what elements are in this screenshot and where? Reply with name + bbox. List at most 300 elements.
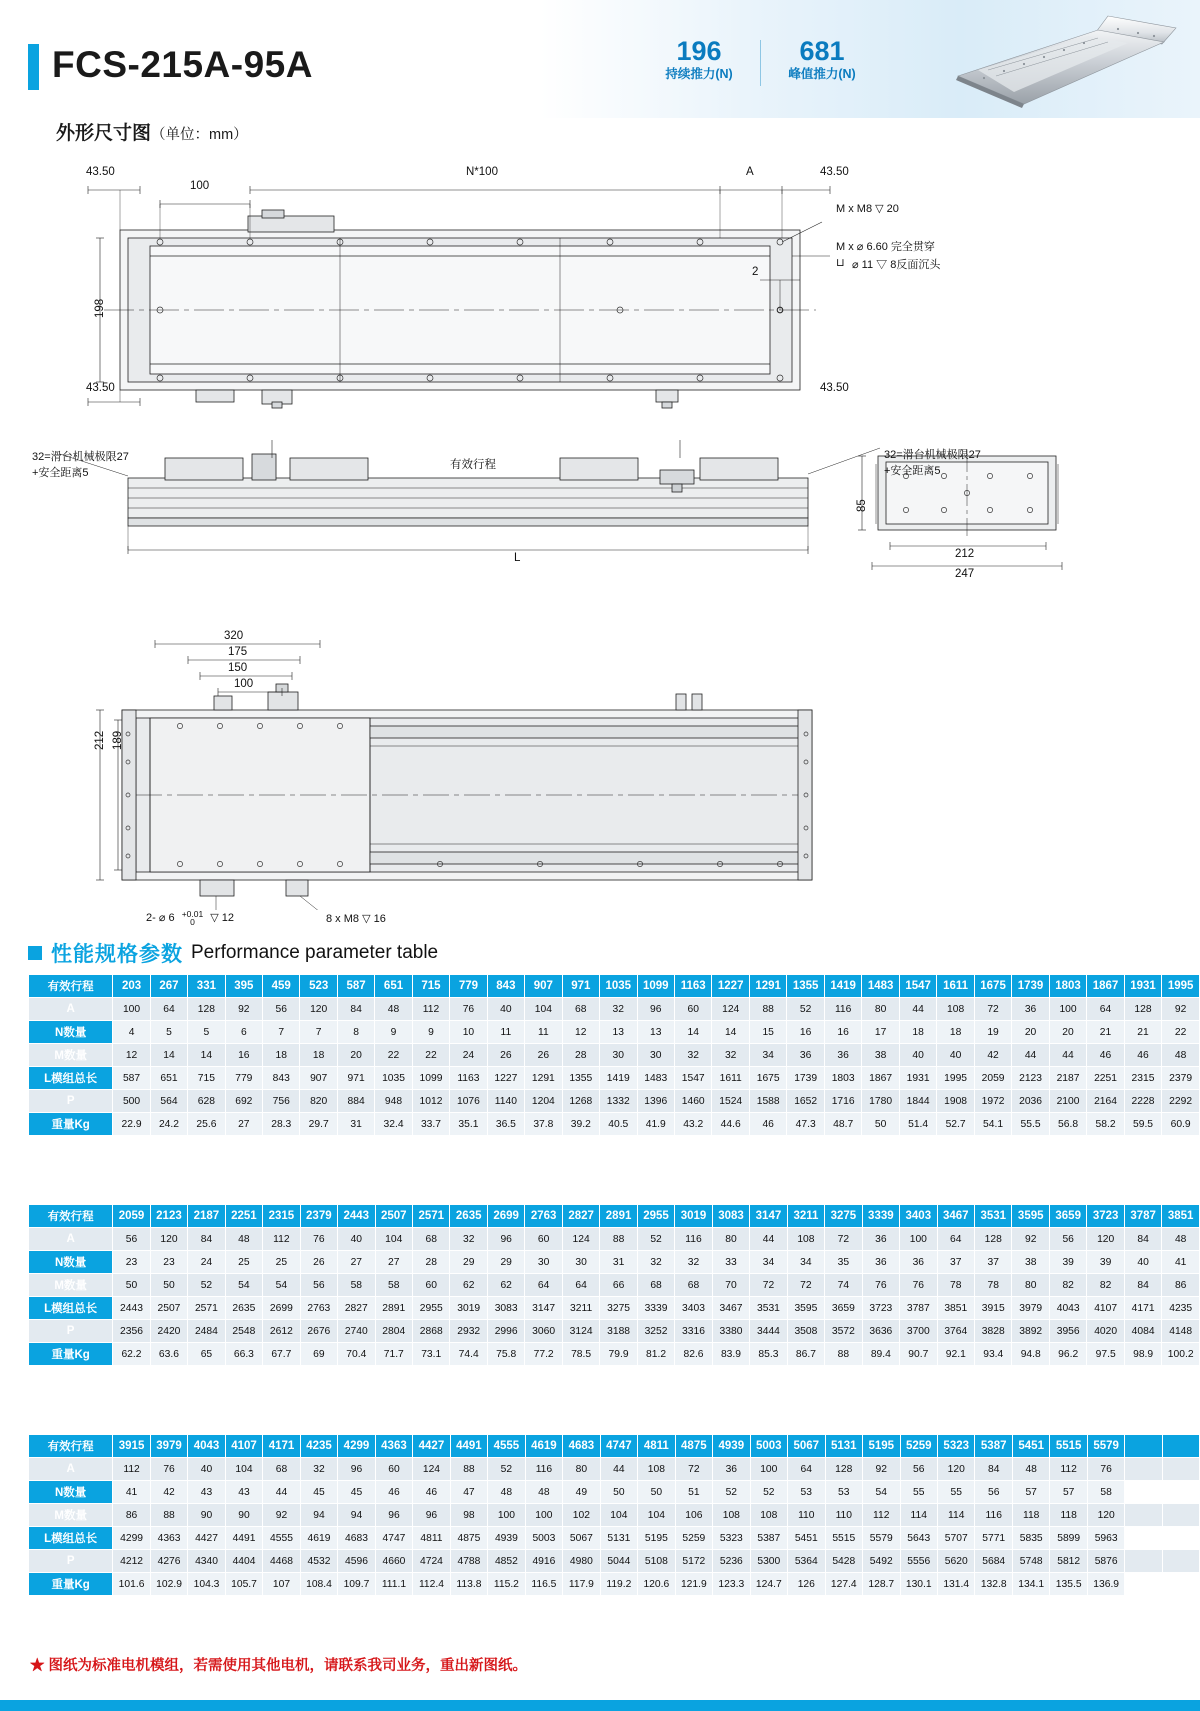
spec-col-header: 5195 [863,1435,900,1458]
spec-cell: 1844 [899,1090,936,1113]
spec-cell: 1675 [749,1067,786,1090]
spec-cell: 48 [488,1481,525,1504]
spec-cell: 1803 [824,1067,861,1090]
spec-cell: 3083 [487,1297,524,1320]
spec-cell: 1716 [824,1090,861,1113]
spec-cell: 5428 [825,1550,862,1573]
spec-cell: 64 [1087,998,1124,1021]
spec-cell [1162,1573,1199,1596]
spec-cell: 68 [675,1274,712,1297]
spec-cell: 25 [263,1251,300,1274]
spec-cell: 4916 [525,1550,562,1573]
spec-col-header: 651 [375,975,412,998]
spec-cell: 124 [712,998,749,1021]
dim-189: 189 [112,730,124,750]
note-tol-upper: +0.01 [181,909,204,919]
spec-table-block-2 [28,1204,1200,1366]
spec-cell: 12 [113,1044,150,1067]
spec-col-header: 5579 [1087,1435,1124,1458]
spec-col-header: 4427 [413,1435,450,1458]
spec-cell: 120.6 [638,1573,675,1596]
spec-col-header: 3979 [150,1435,187,1458]
spec-cell: 58 [338,1274,375,1297]
spec-cell: 108 [787,1228,824,1251]
spec-row-label: 重量Kg [29,1113,113,1136]
spec-cell: 48 [1162,1044,1200,1067]
spec-cell: 20 [1049,1021,1086,1044]
spec-col-header: 267 [150,975,187,998]
spec-cell: 30 [600,1044,637,1067]
spec-row-label: A [29,1228,113,1251]
spec-cell: 2612 [263,1320,300,1343]
spec-cell: 2356 [113,1320,150,1343]
spec-row-label: 有效行程 [29,1205,113,1228]
spec-col-header: 2507 [375,1205,412,1228]
spec-cell: 54 [225,1274,262,1297]
spec-cell: 3147 [525,1297,562,1320]
spec-cell [1162,1550,1199,1573]
section-title-en: Performance parameter table [191,942,439,963]
spec-cell: 5620 [937,1550,974,1573]
note-dowel-hole [146,910,234,926]
spec-cell: 5684 [975,1550,1012,1573]
spec-col-header: 907 [525,975,562,998]
spec-cell: 134.1 [1012,1573,1049,1596]
spec-cell: 92 [1162,998,1200,1021]
spec-cell: 4532 [300,1550,337,1573]
table-row [29,1113,1200,1136]
spec-cell: 56 [1049,1228,1086,1251]
spec-cell: 47.3 [787,1113,824,1136]
spec-cell: 1291 [525,1067,562,1090]
spec-row-label: N数量 [29,1481,113,1504]
spec-cell: 83.9 [712,1343,749,1366]
spec-cell: 1204 [525,1090,562,1113]
spec-cell: 4468 [263,1550,300,1573]
spec-cell: 66 [600,1274,637,1297]
spec-col-header [1162,1435,1199,1458]
spec-cell: 3467 [712,1297,749,1320]
spec-cell: 97.5 [1087,1343,1124,1366]
spec-cell: 971 [337,1067,374,1090]
spec-cell: 2292 [1162,1090,1200,1113]
spec-cell: 120 [937,1458,974,1481]
spec-cell: 3508 [787,1320,824,1343]
spec-col-header: 3851 [1162,1205,1200,1228]
spec-cell: 2548 [225,1320,262,1343]
spec-cell: 74 [825,1274,862,1297]
spec-cell: 84 [1124,1228,1161,1251]
spec-row-label: A [29,1458,113,1481]
spec-cell: 108 [638,1458,675,1481]
spec-cell: 72 [825,1228,862,1251]
footer-accent-bar [0,1700,1200,1711]
spec-cell: 111.1 [375,1573,412,1596]
spec-cell: 86 [113,1504,150,1527]
spec-cell: 82.6 [675,1343,712,1366]
note-left-limit-1: 32=滑台机械极限27 [32,451,129,463]
dim-85: 85 [856,499,868,512]
spec-cell: 3595 [787,1297,824,1320]
spec-cell: 40 [188,1458,225,1481]
spec-col-header: 2123 [150,1205,187,1228]
spec-col-header: 5323 [937,1435,974,1458]
spec-row-label: P [29,1320,113,1343]
spec-cell: 56 [263,998,300,1021]
spec-cell: 29 [487,1251,524,1274]
spec-cell: 94.8 [1012,1343,1049,1366]
spec-cell: 59.5 [1124,1113,1161,1136]
spec-cell: 38 [1012,1251,1049,1274]
spec-cell: 3444 [750,1320,787,1343]
spec-cell: 5492 [863,1550,900,1573]
spec-cell: 104 [600,1504,637,1527]
spec-cell: 4555 [263,1527,300,1550]
spec-cell: 128 [975,1228,1012,1251]
spec-cell: 56 [300,1274,337,1297]
spec-cell: 15 [749,1021,786,1044]
spec-cell [1162,1458,1199,1481]
spec-cell: 40 [487,998,524,1021]
spec-cell: 108.4 [300,1573,337,1596]
spec-cell: 13 [600,1021,637,1044]
spec-cell: 36.5 [487,1113,524,1136]
spec-cell: 4875 [450,1527,487,1550]
spec-cell: 756 [263,1090,300,1113]
spec-col-header [1125,1435,1162,1458]
spec-cell: 39 [1049,1251,1086,1274]
spec-col-header: 1483 [862,975,899,998]
spec-cell: 88 [150,1504,187,1527]
spec-cell: 1588 [749,1090,786,1113]
spec-cell: 1332 [600,1090,637,1113]
spec-cell: 715 [188,1067,225,1090]
spec-cell: 96 [413,1504,450,1527]
spec-cell: 36 [824,1044,861,1067]
spec-cell: 50 [638,1481,675,1504]
spec-continuous-label: 持续推力(N) [665,67,733,81]
spec-cell: 64 [562,1274,599,1297]
spec-cell: 500 [113,1090,150,1113]
spec-cell: 1972 [974,1090,1011,1113]
spec-cell: 5 [150,1021,187,1044]
spec-cell: 128 [1124,998,1161,1021]
spec-cell: 88 [600,1228,637,1251]
note-m8-bottom: 8 x M8 ▽ 16 [326,913,386,925]
spec-cell: 4491 [225,1527,262,1550]
spec-cell: 32 [600,998,637,1021]
spec-cell: 1547 [674,1067,711,1090]
spec-cell: 5003 [525,1527,562,1550]
spec-col-header: 1995 [1162,975,1200,998]
spec-table-2 [28,1204,1200,1366]
spec-col-header: 1099 [637,975,674,998]
spec-col-header: 2763 [525,1205,562,1228]
title-accent-bar [28,44,39,90]
spec-cell: 112 [113,1458,150,1481]
note-through-hole: M x ⌀ 6.60 完全贯穿 [836,241,935,253]
spec-cell: 3019 [450,1297,487,1320]
spec-cell [1125,1458,1162,1481]
spec-cell: 5451 [788,1527,825,1550]
spec-peak-thrust [763,36,881,83]
spec-cell: 60 [674,998,711,1021]
spec-cell: 120 [150,1228,187,1251]
spec-cell: 120 [1087,1504,1124,1527]
spec-cell: 25.6 [188,1113,225,1136]
dim-100-bottom: 100 [234,678,254,690]
spec-col-header: 587 [337,975,374,998]
spec-col-header: 3467 [937,1205,974,1228]
spec-cell: 105.7 [225,1573,262,1596]
spec-cell: 5387 [750,1527,787,1550]
spec-col-header: 4299 [338,1435,375,1458]
spec-cell: 40 [937,1044,974,1067]
spec-row-label: L模组总长 [29,1297,113,1320]
spec-cell: 43 [225,1481,262,1504]
spec-cell: 16 [225,1044,262,1067]
spec-cell: 62.2 [113,1343,150,1366]
spec-cell: 54 [263,1274,300,1297]
spec-cell: 45 [300,1481,337,1504]
spec-cell: 4939 [488,1527,525,1550]
spec-col-header: 1611 [937,975,974,998]
spec-cell: 50 [113,1274,150,1297]
spec-cell: 907 [300,1067,337,1090]
spec-cell: 47 [450,1481,487,1504]
spec-cell: 12 [562,1021,599,1044]
spec-cell: 18 [937,1021,974,1044]
spec-cell: 564 [150,1090,187,1113]
spec-cell: 52 [713,1481,750,1504]
spec-cell: 4235 [1162,1297,1200,1320]
spec-cell: 44 [899,998,936,1021]
spec-cell: 2635 [225,1297,262,1320]
table-row [29,1435,1200,1458]
dim-effective-stroke: 有效行程 [450,459,496,471]
spec-cell: 7 [263,1021,300,1044]
spec-col-header: 3083 [712,1205,749,1228]
spec-cell: 46 [1087,1044,1124,1067]
spec-cell: 28 [562,1044,599,1067]
spec-col-header: 1291 [749,975,786,998]
spec-cell: 44 [263,1481,300,1504]
spec-cell: 110 [788,1504,825,1527]
spec-cell: 98.9 [1124,1343,1161,1366]
spec-cell: 587 [113,1067,150,1090]
spec-cell: 78.5 [562,1343,599,1366]
note-tol-lower: 0 [190,917,195,927]
spec-row-label: A [29,998,113,1021]
spec-cell: 124.7 [750,1573,787,1596]
dim-left-435-bottom: 43.50 [86,382,115,394]
spec-cell: 3572 [825,1320,862,1343]
spec-cell: 86 [1162,1274,1200,1297]
spec-cell: 85.3 [750,1343,787,1366]
spec-cell: 80 [712,1228,749,1251]
spec-cell: 1035 [375,1067,412,1090]
spec-cell: 18 [300,1044,337,1067]
spec-col-header: 3787 [1124,1205,1161,1228]
spec-cell: 14 [712,1021,749,1044]
spec-cell: 56.8 [1049,1113,1086,1136]
table-row [29,1228,1200,1251]
spec-col-header: 1163 [674,975,711,998]
spec-cell: 119.2 [600,1573,637,1596]
spec-cell: 17 [862,1021,899,1044]
spec-cell: 843 [263,1067,300,1090]
spec-col-header: 1227 [712,975,749,998]
spec-cell: 5771 [975,1527,1012,1550]
page-title: FCS-215A-95A [52,44,313,85]
spec-cell: 3252 [637,1320,674,1343]
table-row [29,1481,1200,1504]
spec-cell: 37.8 [525,1113,562,1136]
top-view-drawing [0,160,1200,420]
dim-2: 2 [752,266,759,278]
spec-col-header: 4939 [713,1435,750,1458]
spec-cell: 5579 [863,1527,900,1550]
spec-cell: 3764 [937,1320,974,1343]
spec-cell: 60 [525,1228,562,1251]
spec-cell: 58 [375,1274,412,1297]
spec-cell: 26 [525,1044,562,1067]
spec-cell: 88 [450,1458,487,1481]
spec-cell: 113.8 [450,1573,487,1596]
spec-cell: 5707 [937,1527,974,1550]
spec-cell: 80 [1012,1274,1049,1297]
spec-cell: 92 [225,998,262,1021]
spec-cell: 2955 [413,1297,450,1320]
spec-cell: 1908 [937,1090,974,1113]
spec-cell: 96 [338,1458,375,1481]
spec-cell: 86.7 [787,1343,824,1366]
linear-module-photo [948,14,1178,110]
spec-cell: 114 [937,1504,974,1527]
spec-cell: 37 [975,1251,1012,1274]
spec-cell: 101.6 [113,1573,150,1596]
spec-cell: 110 [825,1504,862,1527]
spec-cell: 11 [487,1021,524,1044]
spec-cell: 1076 [450,1090,487,1113]
spec-col-header: 523 [300,975,337,998]
spec-cell: 2827 [338,1297,375,1320]
spec-cell: 29 [450,1251,487,1274]
spec-cell: 92.1 [937,1343,974,1366]
spec-cell: 1652 [787,1090,824,1113]
spec-cell: 123.3 [713,1573,750,1596]
spec-col-header: 1675 [974,975,1011,998]
spec-cell: 2932 [450,1320,487,1343]
spec-cell: 48 [375,998,412,1021]
spec-divider [760,40,761,86]
spec-cell: 108 [750,1504,787,1527]
spec-cell: 48 [225,1228,262,1251]
spec-cell: 5515 [825,1527,862,1550]
spec-cell: 60.9 [1162,1113,1200,1136]
spec-cell: 112 [1050,1458,1087,1481]
spec-cell: 52 [637,1228,674,1251]
spec-col-header: 459 [263,975,300,998]
spec-cell: 2676 [300,1320,337,1343]
spec-cell: 76 [1087,1458,1124,1481]
spec-cell: 2123 [1012,1067,1049,1090]
spec-col-header: 4107 [225,1435,262,1458]
spec-cell: 21 [1124,1021,1161,1044]
spec-cell: 49 [563,1481,600,1504]
spec-cell: 88 [749,998,786,1021]
spec-cell: 7 [300,1021,337,1044]
spec-cell: 3316 [675,1320,712,1343]
spec-cell: 77.2 [525,1343,562,1366]
spec-cell: 3787 [900,1297,937,1320]
counterbore-symbol-icon: ⊔ [836,257,845,269]
spec-cell: 32 [674,1044,711,1067]
spec-cell: 75.8 [487,1343,524,1366]
spec-cell: 2868 [413,1320,450,1343]
spec-col-header: 2315 [263,1205,300,1228]
spec-cell: 89.4 [862,1343,899,1366]
spec-cell: 94 [300,1504,337,1527]
spec-cell [1162,1527,1199,1550]
table-row [29,1573,1200,1596]
spec-cell: 44 [1049,1044,1086,1067]
spec-cell: 2379 [1162,1067,1200,1090]
spec-cell: 2251 [1087,1067,1124,1090]
spec-cell: 57 [1012,1481,1049,1504]
spec-col-header: 2891 [600,1205,637,1228]
spec-col-header: 2379 [300,1205,337,1228]
spec-cell: 33.7 [412,1113,449,1136]
spec-col-header: 4555 [488,1435,525,1458]
spec-cell: 84 [975,1458,1012,1481]
spec-cell: 39 [1087,1251,1124,1274]
table-row [29,1067,1200,1090]
spec-cell: 117.9 [563,1573,600,1596]
spec-cell: 628 [188,1090,225,1113]
spec-col-header: 2251 [225,1205,262,1228]
spec-cell: 41 [1162,1251,1200,1274]
spec-cell: 100 [750,1458,787,1481]
spec-cell: 90.7 [900,1343,937,1366]
spec-cell: 112.4 [413,1573,450,1596]
spec-cell: 9 [412,1021,449,1044]
spec-cell: 46 [375,1481,412,1504]
spec-cell: 3659 [825,1297,862,1320]
spec-cell: 104 [638,1504,675,1527]
spec-cell: 104 [375,1228,412,1251]
spec-cell: 14 [150,1044,187,1067]
spec-cell: 13 [637,1021,674,1044]
spec-cell: 52 [188,1274,225,1297]
spec-cell: 24 [188,1251,225,1274]
spec-table-1 [28,974,1200,1136]
spec-cell: 41 [113,1481,150,1504]
spec-col-header: 4171 [263,1435,300,1458]
spec-row-label: 有效行程 [29,1435,113,1458]
spec-cell: 2507 [150,1297,187,1320]
spec-cell: 1780 [862,1090,899,1113]
spec-peak-label: 峰值推力(N) [788,67,856,81]
spec-cell: 2571 [188,1297,225,1320]
spec-cell: 35 [825,1251,862,1274]
drawing-subtitle-cn: 外形尺寸图 [56,123,152,144]
spec-cell: 100 [113,998,150,1021]
spec-cell: 22 [1162,1021,1200,1044]
spec-cell: 2228 [1124,1090,1161,1113]
spec-cell: 1012 [412,1090,449,1113]
spec-cell [1162,1481,1199,1504]
